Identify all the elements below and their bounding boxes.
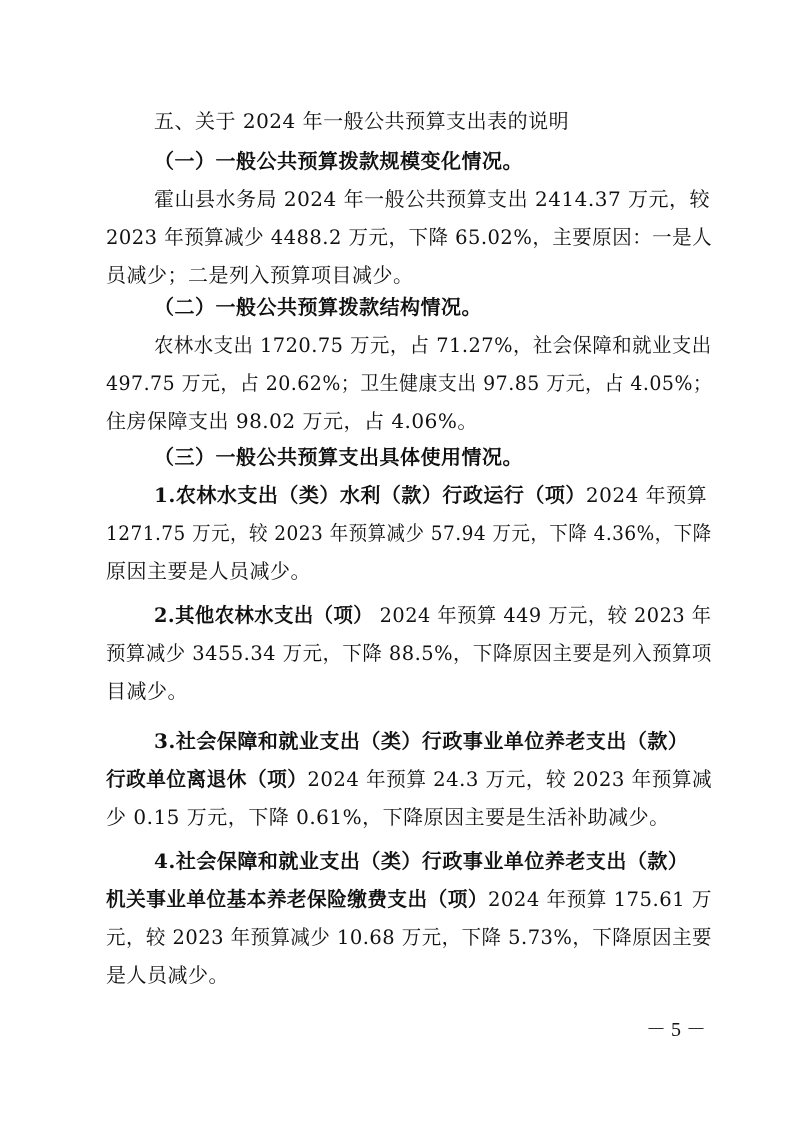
- sub1-heading: （一）一般公共预算拨款规模变化情况。: [154, 149, 523, 173]
- sub1-line-3: 员减少；二是列入预算项目减少。: [106, 263, 414, 287]
- item2-line-3: 目减少。: [106, 679, 188, 703]
- sub1-line-2: 2023 年预算减少 4488.2 万元，下降 65.02%，主要原因：一是人: [106, 225, 713, 249]
- item3-text: 2024 年预算 24.3 万元，较 2023 年预算减: [307, 767, 713, 791]
- item2-line-1: [154, 601, 712, 629]
- item3-line-3: 少 0.15 万元，下降 0.61%，下降原因主要是生活补助减少。: [106, 805, 670, 829]
- section-title: 五、关于 2024 年一般公共预算支出表的说明: [154, 109, 570, 133]
- item3-title-line-2: 行政单位离退休（项）: [106, 767, 308, 791]
- item1-text: 2024 年预算: [585, 483, 708, 507]
- sub2-line-3: 住房保障支出 98.02 万元，占 4.06%。: [106, 409, 478, 433]
- sub3-heading: （三）一般公共预算支出具体使用情况。: [154, 445, 523, 469]
- item1-line-1: [154, 481, 707, 509]
- item3-line-2: [106, 765, 712, 793]
- item4-text: 2024 年预算 175.61 万: [487, 887, 712, 911]
- item3-title-line-1: 3.社会保障和就业支出（类）行政事业单位养老支出（款）: [154, 729, 689, 753]
- item2-line-2: 预算减少 3455.34 万元，下降 88.5%，下降原因主要是列入预算项: [106, 641, 712, 665]
- item1-title: 1.农林水支出（类）水利（款）行政运行（项）: [154, 483, 586, 507]
- item1-line-2: 1271.75 万元，较 2023 年预算减少 57.94 万元，下降 4.36%，下降: [106, 521, 712, 545]
- sub1-line-1: 霍山县水务局 2024 年一般公共预算支出 2414.37 万元，较: [154, 187, 711, 211]
- sub2-line-1: 农林水支出 1720.75 万元，占 71.27%，社会保障和就业支出: [154, 333, 712, 357]
- item4-line-2: [106, 885, 712, 913]
- page-number: － 5 －: [646, 1019, 706, 1041]
- item4-title-line-1: 4.社会保障和就业支出（类）行政事业单位养老支出（款）: [154, 849, 689, 873]
- item2-text: 2024 年预算 449 万元，较 2023 年: [373, 603, 712, 627]
- item1-line-3: 原因主要是人员减少。: [106, 559, 311, 583]
- item4-line-4: 是人员减少。: [106, 963, 229, 987]
- item2-title: 2.其他农林水支出（项）: [154, 603, 374, 627]
- sub2-heading: （二）一般公共预算拨款结构情况。: [154, 295, 482, 319]
- item4-title-line-2: 机关事业单位基本养老保险缴费支出（项）: [106, 887, 488, 911]
- sub2-line-2: 497.75 万元，占 20.62%；卫生健康支出 97.85 万元，占 4.05%；: [106, 371, 713, 395]
- item4-line-3: 元，较 2023 年预算减少 10.68 万元，下降 5.73%，下降原因主要: [106, 925, 712, 949]
